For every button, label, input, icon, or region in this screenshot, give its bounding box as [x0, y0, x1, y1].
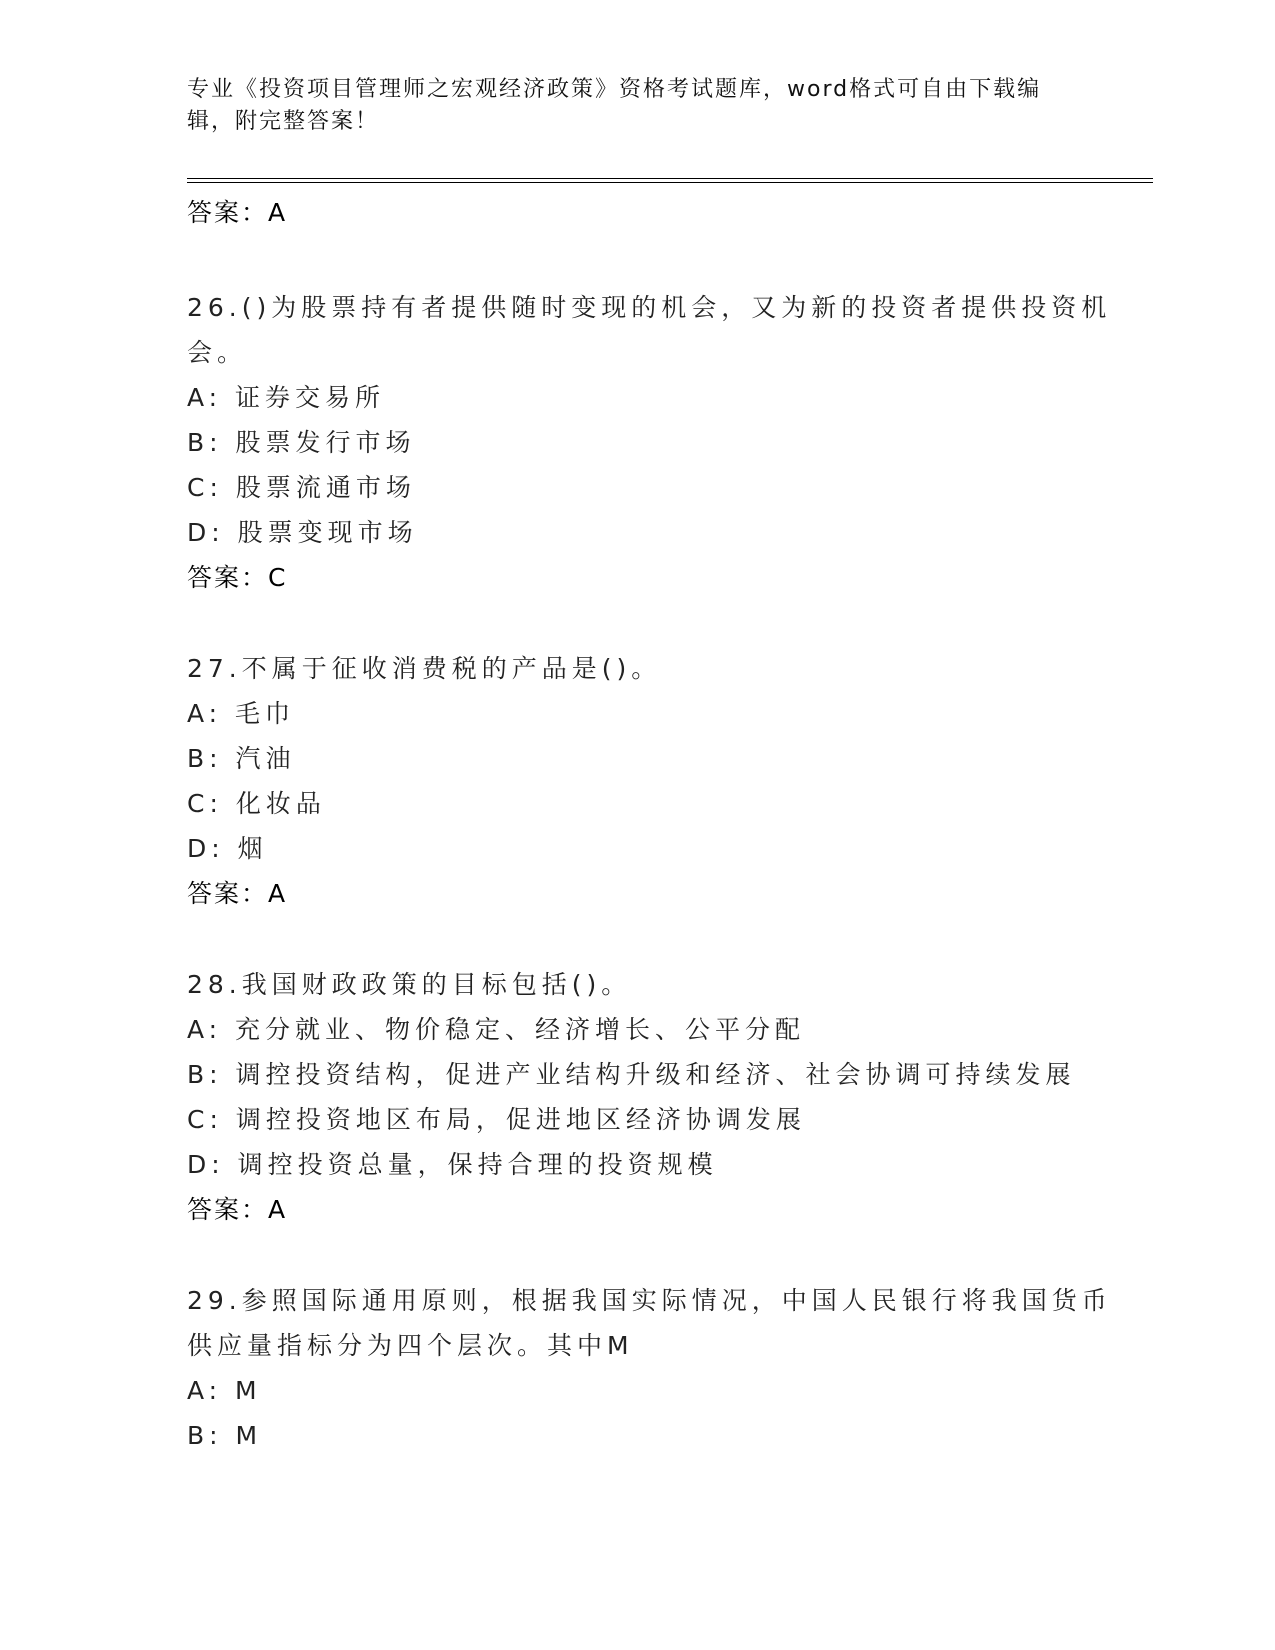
header-rule-top — [187, 178, 1153, 179]
option-a: A: 充分就业、物价稳定、经济增长、公平分配 — [187, 1015, 806, 1044]
answer-line: 答案：C — [187, 563, 288, 592]
option-d: D: 烟 — [187, 834, 268, 863]
question-stem: 会。 — [187, 338, 248, 367]
option-c: C: 化妆品 — [187, 789, 326, 818]
option-a: A: M — [187, 1376, 262, 1405]
question-item — [187, 1278, 1112, 1458]
question-list — [187, 190, 1112, 1458]
option-c: C: 调控投资地区布局，促进地区经济协调发展 — [187, 1105, 806, 1134]
option-b: B: 汽油 — [187, 744, 296, 773]
question-item — [187, 285, 1112, 600]
document-header: 专业《投资项目管理师之宏观经济政策》资格考试题库，word格式可自由下载编辑，附完整答案！ — [187, 77, 1042, 134]
option-b: B: M — [187, 1421, 263, 1450]
question-stem: 29.参照国际通用原则，根据我国实际情况，中国人民银行将我国货币 — [187, 1286, 1112, 1315]
question-item — [187, 646, 1087, 916]
answer-line: 答案：A — [187, 1195, 288, 1224]
option-d: D: 调控投资总量，保持合理的投资规模 — [187, 1150, 718, 1179]
option-a: A: 证券交易所 — [187, 383, 386, 412]
question-stem: 27.不属于征收消费税的产品是()。 — [187, 654, 662, 683]
option-d: D: 股票变现市场 — [187, 518, 418, 547]
option-b: B: 股票发行市场 — [187, 428, 416, 457]
option-a: A: 毛巾 — [187, 699, 296, 728]
option-c: C: 股票流通市场 — [187, 473, 416, 502]
question-stem: 28.我国财政政策的目标包括()。 — [187, 970, 632, 999]
header-rule-bottom — [187, 182, 1153, 183]
answer-line: 答案：A — [187, 198, 288, 227]
question-stem: 供应量指标分为四个层次。其中M — [187, 1331, 634, 1360]
answer-line: 答案：A — [187, 879, 288, 908]
question-stem: 26.()为股票持有者提供随时变现的机会，又为新的投资者提供投资机 — [187, 293, 1112, 322]
question-item — [187, 962, 1087, 1232]
option-b: B: 调控投资结构，促进产业结构升级和经济、社会协调可持续发展 — [187, 1060, 1076, 1089]
